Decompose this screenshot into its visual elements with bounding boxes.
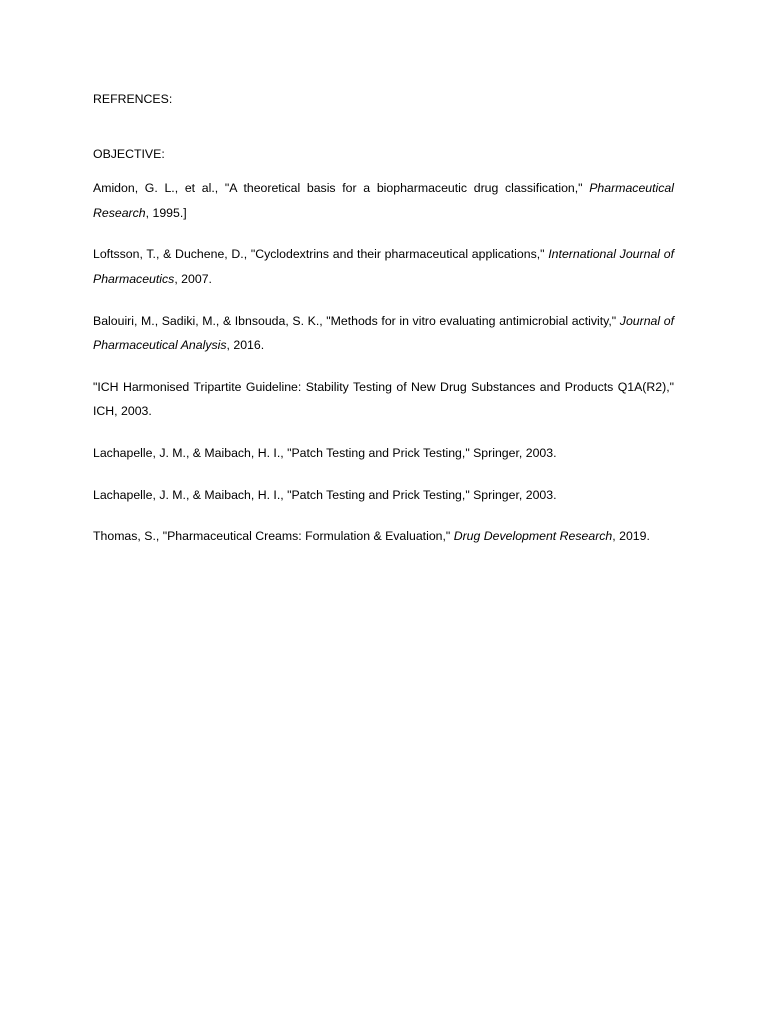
- reference-text: Lachapelle, J. M., & Maibach, H. I., "Patch Testing and Prick Testing," Springer, 2003.: [93, 487, 557, 502]
- references-heading: REFRENCES:: [93, 92, 173, 106]
- reference-journal: Drug Development Research: [453, 529, 613, 544]
- reference-year: , 2019.: [612, 529, 650, 544]
- reference-entry: [93, 176, 674, 225]
- objective-heading: OBJECTIVE:: [93, 146, 165, 161]
- reference-text: Balouiri, M., Sadiki, M., & Ibnsouda, S. K., "Methods for in vitro evaluating antimicrobial activity,": [93, 313, 620, 328]
- document-body: [93, 87, 674, 566]
- reference-text: Lachapelle, J. M., & Maibach, H. I., "Patch Testing and Prick Testing," Springer, 2003.: [93, 445, 557, 460]
- reference-journal: Pharmaceutical Research: [93, 181, 674, 220]
- reference-entry: [93, 309, 674, 358]
- reference-year: , 2016.: [226, 338, 265, 353]
- reference-text: Thomas, S., "Pharmaceutical Creams: Formulation & Evaluation,": [93, 529, 454, 544]
- reference-entry: [93, 483, 674, 508]
- reference-entry: [93, 242, 674, 291]
- reference-text: Amidon, G. L., et al., "A theoretical basis for a biopharmaceutic drug classification,": [93, 181, 590, 196]
- reference-year: , 2007.: [174, 271, 212, 286]
- reference-entry: [93, 441, 674, 466]
- reference-journal: International Journal of Pharmaceutics: [93, 247, 674, 286]
- reference-year: , 1995.]: [145, 205, 187, 220]
- reference-journal: Journal of Pharmaceutical Analysis: [93, 313, 674, 353]
- reference-entry: [93, 524, 674, 549]
- reference-text: "ICH Harmonised Tripartite Guideline: Stability Testing of New Drug Substances and Products Q1A(R2)," ICH, 2003.: [93, 379, 674, 419]
- reference-text: Loftsson, T., & Duchene, D., "Cyclodextrins and their pharmaceutical applications,": [93, 247, 549, 262]
- reference-entry: [93, 375, 674, 424]
